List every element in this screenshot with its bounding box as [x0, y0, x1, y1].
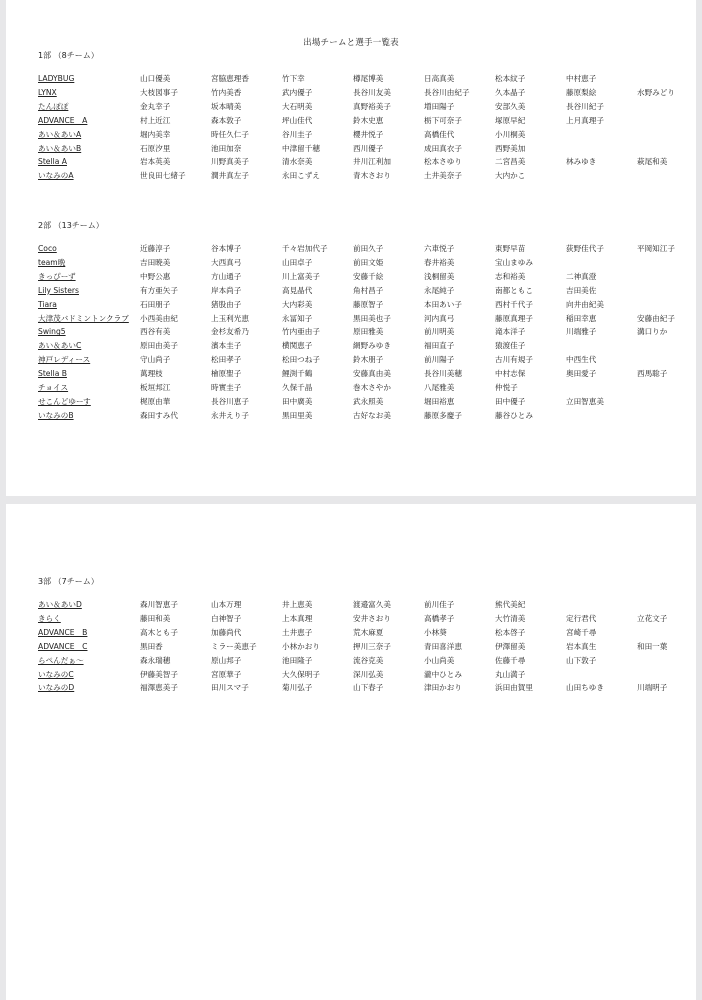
player-name: 森田すみ代	[140, 410, 178, 420]
player-name: 小山尚美	[424, 655, 455, 665]
player-name: 山田卓子	[282, 257, 313, 267]
player-name: 白神智子	[211, 613, 242, 623]
team-row	[6, 128, 696, 141]
player-name: 成田真衣子	[424, 143, 462, 153]
team-row	[6, 681, 696, 694]
player-name: 西野美加	[495, 143, 526, 153]
player-name: 上玉利光恵	[211, 313, 249, 323]
player-name: 猪股由子	[211, 299, 242, 309]
player-name: 鈴木朋子	[353, 355, 384, 365]
player-name: 増田陽子	[424, 101, 455, 111]
team-name: Coco	[38, 244, 57, 253]
player-name: 松本さゆり	[424, 157, 462, 167]
player-name: 松田つね子	[282, 355, 320, 365]
player-name: 浅桐留美	[424, 271, 455, 281]
player-name: 長谷川由紀子	[424, 87, 470, 97]
player-name: 岩本英美	[140, 157, 171, 167]
player-name: 山本万理	[211, 600, 242, 609]
player-name: 東野早苗	[495, 244, 526, 253]
team-name: らぺんだぁ～	[38, 655, 84, 665]
team-name: ADVANCE C	[38, 641, 88, 651]
player-name: 岩本真生	[566, 641, 597, 651]
player-name: 網野みゆき	[353, 341, 391, 351]
player-name: 宮原華子	[211, 669, 242, 679]
player-name: 前田久子	[353, 244, 384, 253]
team-row	[6, 612, 696, 625]
team-name: 大津茂バドミントンクラブ	[38, 313, 129, 323]
player-name: 村上近江	[140, 115, 171, 125]
player-name: 千々岩加代子	[282, 244, 328, 253]
player-name: 竹下幸	[282, 74, 305, 83]
player-name: 竹内亜由子	[282, 327, 320, 337]
player-name: 八尾雅美	[424, 383, 455, 392]
team-name: team晩	[38, 257, 66, 267]
player-name: 横関恵子	[282, 341, 313, 351]
player-name: 塚原早紀	[495, 115, 526, 125]
player-name: 安部久美	[495, 101, 526, 111]
player-name: 加藤尚代	[211, 627, 242, 637]
team-name: いなみのB	[38, 410, 74, 420]
player-name: 安藤由紀子	[637, 313, 675, 323]
player-name: 藤谷ひとみ	[495, 410, 533, 420]
team-name: チョイス	[38, 383, 69, 392]
player-name: 方山通子	[211, 271, 242, 281]
player-name: 山下春子	[353, 683, 384, 693]
player-name: 中津留千穂	[282, 143, 320, 153]
player-name: 永井えり子	[211, 410, 249, 420]
player-name: 池田隆子	[282, 655, 313, 665]
player-name: 水野みどり	[637, 87, 675, 97]
player-name: 櫻井悦子	[353, 129, 384, 139]
player-name: 溝口りか	[637, 327, 668, 337]
player-name: 萩尾和美	[637, 157, 668, 167]
player-name: 伊藤美智子	[140, 669, 178, 679]
player-name: 土井美奈子	[424, 171, 462, 181]
player-name: 鈴木史恵	[353, 115, 384, 125]
player-name: 石田朋子	[140, 299, 171, 309]
team-name: Tiara	[38, 299, 57, 309]
player-name: 古好なお美	[353, 410, 391, 420]
player-name: 金杉友希乃	[211, 327, 249, 337]
player-name: 西谷有美	[140, 327, 171, 337]
player-name: 荻野佳代子	[566, 244, 604, 253]
player-name: 井川江利加	[353, 157, 391, 167]
player-name: 巻木さやか	[353, 383, 391, 392]
team-row	[6, 86, 696, 99]
player-name: 松本紋子	[495, 74, 526, 83]
team-row	[6, 640, 696, 653]
player-name: 長谷川美穂	[424, 369, 462, 379]
document-page-2	[6, 504, 696, 1000]
player-name: 深川弘美	[353, 669, 384, 679]
player-name: 小西美由紀	[140, 313, 178, 323]
player-name: 武永照美	[353, 396, 384, 406]
team-name: きらく	[38, 613, 61, 623]
player-name: 鯉渕千鶴	[282, 369, 313, 379]
player-name: 井上恵美	[282, 600, 313, 609]
team-name: たんぽぽ	[38, 101, 69, 111]
player-name: ミラー美恵子	[211, 641, 257, 651]
player-name: 瀧中ひとみ	[424, 669, 462, 679]
player-name: 宮崎千尋	[566, 627, 597, 637]
player-name: 土井恵子	[282, 627, 313, 637]
team-name: ADVANCE A	[38, 115, 88, 125]
player-name: 佐藤千尋	[495, 655, 526, 665]
player-name: 川上富美子	[282, 271, 320, 281]
player-name: 池田加奈	[211, 143, 242, 153]
team-row	[6, 626, 696, 639]
player-name: 大枝図事子	[140, 87, 178, 97]
player-name: 南都ともこ	[495, 285, 533, 295]
player-name: 和田一葉	[637, 641, 668, 651]
player-name: 堀田裕恵	[424, 396, 455, 406]
player-name: 高木とも子	[140, 627, 178, 637]
player-name: 黒田美也子	[353, 313, 391, 323]
player-name: 時實圭子	[211, 383, 242, 392]
player-name: 藤原真理子	[495, 313, 533, 323]
team-name: LYNX	[38, 87, 57, 97]
player-name: 樽尾博美	[353, 74, 384, 83]
player-name: 田中優子	[495, 396, 526, 406]
player-name: 高橋孝子	[424, 613, 455, 623]
player-name: 古川有規子	[495, 355, 533, 365]
player-name: 青木さおり	[353, 171, 391, 181]
team-row	[6, 409, 696, 422]
team-row	[6, 353, 696, 366]
player-name: 大内彩美	[282, 299, 313, 309]
player-name: 山口優美	[140, 74, 171, 83]
player-name: 岸本尚子	[211, 285, 242, 295]
team-row	[6, 598, 696, 611]
player-name: 田中廣美	[282, 396, 313, 406]
player-name: 谷川圭子	[282, 129, 313, 139]
player-name: 菊川弘子	[282, 683, 313, 693]
team-row	[6, 100, 696, 113]
team-row	[6, 270, 696, 283]
team-name: いなみのA	[38, 171, 74, 181]
player-name: 津田かおり	[424, 683, 462, 693]
player-name: 原山邦子	[211, 655, 242, 665]
player-name: 荒木麻夏	[353, 627, 384, 637]
team-name: あい＆あいC	[38, 341, 82, 351]
player-name: 山下敦子	[566, 655, 597, 665]
team-row	[6, 284, 696, 297]
player-name: 黒田香	[140, 641, 163, 651]
team-name: きっぴーず	[38, 271, 76, 281]
player-name: 時任久仁子	[211, 129, 249, 139]
player-name: 立花文子	[637, 613, 668, 623]
player-name: 清水奈美	[282, 157, 313, 167]
team-row	[6, 381, 696, 394]
player-name: 安藤千絵	[353, 271, 384, 281]
player-name: 板垣邦江	[140, 383, 171, 392]
team-row	[6, 256, 696, 269]
player-name: 大石明美	[282, 101, 313, 111]
player-name: 奥田愛子	[566, 369, 597, 379]
team-row	[6, 668, 696, 681]
player-name: 前川佳子	[424, 600, 455, 609]
player-name: 石原汐里	[140, 143, 171, 153]
player-name: 滝本洋子	[495, 327, 526, 337]
team-name: あい＆あいA	[38, 129, 82, 139]
player-name: 長谷川紀子	[566, 101, 604, 111]
player-name: 中西生代	[566, 355, 597, 365]
player-name: 稲田幸恵	[566, 313, 597, 323]
player-name: 原田雅美	[353, 327, 384, 337]
player-name: 流谷克美	[353, 655, 384, 665]
document-title: 出場チームと選手一覧表	[303, 38, 399, 48]
player-name: 吉田美佐	[566, 285, 597, 295]
player-name: 林みゆき	[566, 157, 597, 167]
team-row	[6, 72, 696, 85]
team-name: せこんどゆーす	[38, 396, 91, 406]
division-3-heading: 3部 （7チーム）	[38, 577, 99, 586]
player-name: 守山尚子	[140, 355, 171, 365]
team-name: Lily Sisters	[38, 285, 79, 295]
team-row	[6, 169, 696, 182]
player-name: 濱本圭子	[211, 341, 242, 351]
player-name: 宮脇恵理香	[211, 74, 249, 83]
player-name: 武内優子	[282, 87, 313, 97]
player-name: 永田こずえ	[282, 171, 320, 181]
player-name: 谷本博子	[211, 244, 242, 253]
player-name: 坂本晴美	[211, 101, 242, 111]
player-name: 青田喜洋恵	[424, 641, 462, 651]
team-name: 神戸レディース	[38, 355, 91, 365]
player-name: 西村千代子	[495, 299, 533, 309]
player-name: 川端雅子	[566, 327, 597, 337]
team-row	[6, 142, 696, 155]
player-name: 田川スマ子	[211, 683, 249, 693]
team-name: あい＆あいD	[38, 600, 82, 609]
player-name: 立田智恵美	[566, 396, 604, 406]
player-name: 森永瑞穂	[140, 655, 171, 665]
team-row	[6, 367, 696, 380]
player-name: 長谷川恵子	[211, 396, 249, 406]
player-name: 仲悦子	[495, 383, 518, 392]
player-name: 山田ちゆき	[566, 683, 604, 693]
team-row	[6, 155, 696, 168]
player-name: 坪山佳代	[282, 115, 313, 125]
team-name: Stella B	[38, 369, 67, 379]
player-name: 久保千晶	[282, 383, 313, 392]
team-row	[6, 242, 696, 255]
player-name: 福田直子	[424, 341, 455, 351]
player-name: 藤田和美	[140, 613, 171, 623]
team-row	[6, 312, 696, 325]
player-name: 安井さおり	[353, 613, 391, 623]
player-name: 押川三奈子	[353, 641, 391, 651]
division-1-heading: 1部 （8チーム）	[38, 51, 99, 60]
player-name: 定行君代	[566, 613, 597, 623]
player-name: 上本真理	[282, 613, 313, 623]
team-name: あい＆あいB	[38, 143, 82, 153]
player-name: 西馬聡子	[637, 369, 668, 379]
player-name: 大内かこ	[495, 171, 526, 181]
player-name: 上月真理子	[566, 115, 604, 125]
player-name: 高見晶代	[282, 285, 313, 295]
team-name: いなみのD	[38, 683, 75, 693]
player-name: 前川陽子	[424, 355, 455, 365]
player-name: 永尾純子	[424, 285, 455, 295]
team-name: LADYBUG	[38, 74, 75, 83]
player-name: 久本晶子	[495, 87, 526, 97]
player-name: 栃下可奈子	[424, 115, 462, 125]
player-name: 二神真澄	[566, 271, 597, 281]
player-name: 有方亜矢子	[140, 285, 178, 295]
team-name: Stella A	[38, 157, 67, 167]
player-name: 小川桐美	[495, 129, 526, 139]
player-name: 二宮昌美	[495, 157, 526, 167]
player-name: 六車悦子	[424, 244, 455, 253]
division-2-heading: 2部 （13チーム）	[38, 221, 104, 230]
player-name: 檜原聖子	[211, 369, 242, 379]
player-name: 猿渡佳子	[495, 341, 526, 351]
player-name: 福澤恵美子	[140, 683, 178, 693]
team-name: Swing5	[38, 327, 66, 337]
player-name: 前田文姫	[353, 257, 384, 267]
player-name: 黒田里美	[282, 410, 313, 420]
player-name: 春井裕美	[424, 257, 455, 267]
player-name: 潤井真左子	[211, 171, 249, 181]
player-name: 角村昌子	[353, 285, 384, 295]
player-name: 堀内美幸	[140, 129, 171, 139]
team-name: いなみのC	[38, 669, 74, 679]
player-name: 伊澤留美	[495, 641, 526, 651]
player-name: 丸山満子	[495, 669, 526, 679]
player-name: 藤原梨絵	[566, 87, 597, 97]
player-name: 大西真弓	[211, 257, 242, 267]
document-page-1	[6, 0, 696, 496]
player-name: 世良田七緒子	[140, 171, 186, 181]
player-name: 原田由美子	[140, 341, 178, 351]
player-name: 萬理枝	[140, 369, 163, 379]
team-row	[6, 395, 696, 408]
player-name: 浜田由賀里	[495, 683, 533, 693]
player-name: 金丸幸子	[140, 101, 171, 111]
player-name: 大竹清美	[495, 613, 526, 623]
player-name: 河内真弓	[424, 313, 455, 323]
player-name: 中村志保	[495, 369, 526, 379]
player-name: 西川優子	[353, 143, 384, 153]
player-name: 川端明子	[637, 683, 668, 693]
team-row	[6, 298, 696, 311]
player-name: 志和裕美	[495, 271, 526, 281]
team-row	[6, 114, 696, 127]
player-name: 安藤真由美	[353, 369, 391, 379]
player-name: 真野裕美子	[353, 101, 391, 111]
player-name: 高橋佳代	[424, 129, 455, 139]
player-name: 中村恵子	[566, 74, 597, 83]
player-name: 本田あい子	[424, 299, 462, 309]
player-name: 長谷川友美	[353, 87, 391, 97]
player-name: 竹内美香	[211, 87, 242, 97]
player-name: 川野真美子	[211, 157, 249, 167]
team-row	[6, 325, 696, 338]
player-name: 向井由紀美	[566, 299, 604, 309]
player-name: 森川智恵子	[140, 600, 178, 609]
team-name: ADVANCE B	[38, 627, 88, 637]
team-row	[6, 339, 696, 352]
player-name: 宝山まゆみ	[495, 257, 533, 267]
team-row	[6, 654, 696, 667]
player-name: 松本啓子	[495, 627, 526, 637]
player-name: 梶原由華	[140, 396, 171, 406]
player-name: 近藤淳子	[140, 244, 171, 253]
player-name: 永冨知子	[282, 313, 313, 323]
player-name: 森本敦子	[211, 115, 242, 125]
player-name: 松田孝子	[211, 355, 242, 365]
player-name: 日高真美	[424, 74, 455, 83]
player-name: 小林かおり	[282, 641, 320, 651]
player-name: 吉田暁美	[140, 257, 171, 267]
player-name: 平岡知江子	[637, 244, 675, 253]
player-name: 渡邉富久美	[353, 600, 391, 609]
player-name: 藤原多慶子	[424, 410, 462, 420]
player-name: 前川明美	[424, 327, 455, 337]
player-name: 熊代美紀	[495, 600, 526, 609]
player-name: 大久保明子	[282, 669, 320, 679]
player-name: 小林葵	[424, 627, 447, 637]
player-name: 藤原智子	[353, 299, 384, 309]
player-name: 中野公惠	[140, 271, 171, 281]
